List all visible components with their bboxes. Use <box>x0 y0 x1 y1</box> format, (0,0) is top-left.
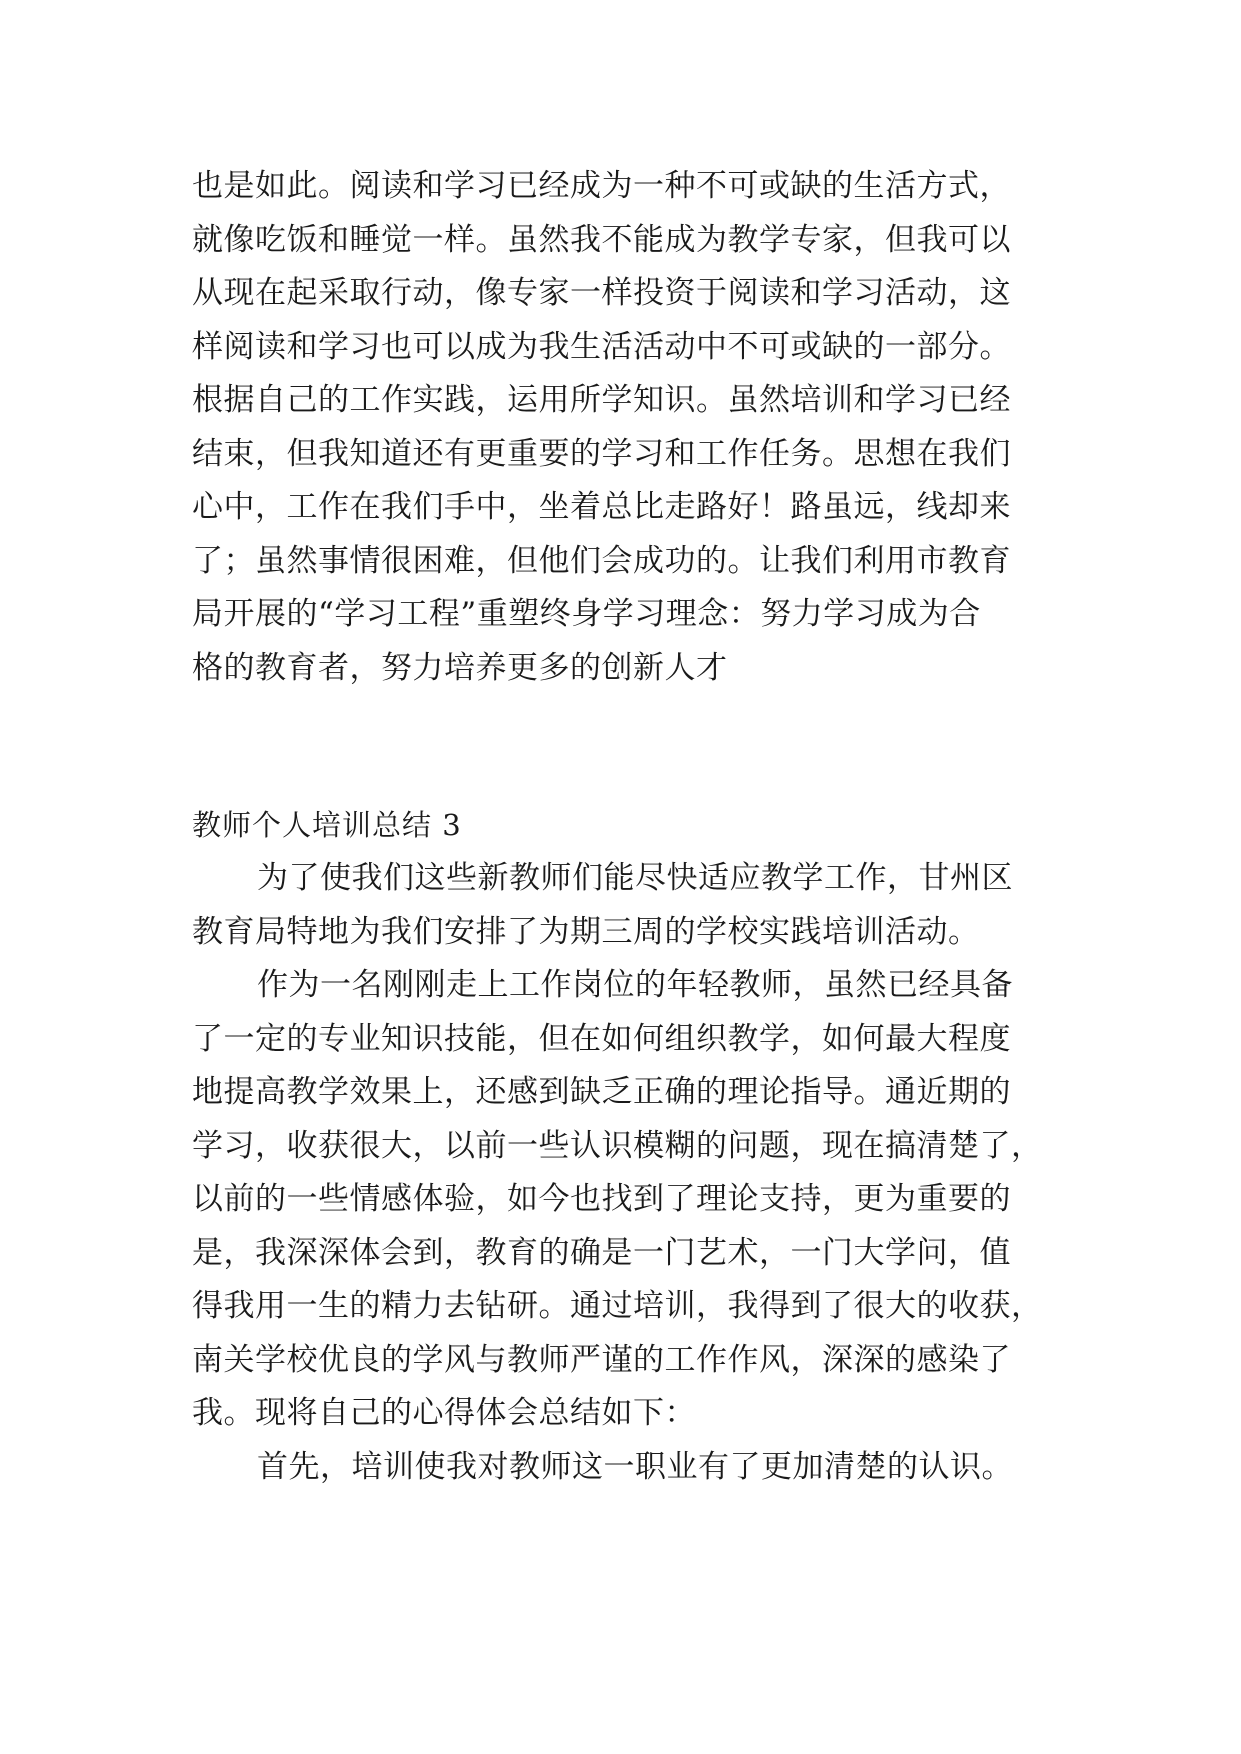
text-line: 结束，但我知道还有更重要的学习和工作任务。思想在我们 <box>192 435 1011 472</box>
paragraph-first-line: 为了使我们这些新教师们能尽快适应教学工作，甘州区 <box>257 860 1013 896</box>
text-line: 地提高教学效果上，还感到缺乏正确的理论指导。通近期的 <box>192 1074 1011 1110</box>
text-line: 以前的一些情感体验，如今也找到了理论支持，更为重要的 <box>192 1181 1011 1217</box>
text-line: 也是如此。阅读和学习已经成为一种不可或缺的生活方式， <box>192 168 1011 204</box>
paragraph-first-line: 首先，培训使我对教师这一职业有了更加清楚的认识。 <box>257 1448 1013 1485</box>
text-line: 教育局特地为我们安排了为期三周的学校实践培训活动。 <box>192 913 980 950</box>
continuation-paragraph <box>192 160 1072 695</box>
paragraph-first-line: 作为一名刚刚走上工作岗位的年轻教师，虽然已经具备 <box>257 967 1013 1003</box>
text-line: 就像吃饭和睡觉一样。虽然我不能成为教学专家，但我可以 <box>192 221 1011 258</box>
text-line: 局开展的“学习工程”重塑终身学习理念：努力学习成为合 <box>192 596 981 632</box>
section-title: 教师个人培训总结 3 <box>192 808 462 842</box>
text-line: 格的教育者，努力培养更多的创新人才 <box>192 649 728 686</box>
text-line: 心中，工作在我们手中，坐着总比走路好！路虽远，线却来 <box>192 489 1011 525</box>
text-line: 我。现将自己的心得体会总结如下： <box>192 1395 696 1431</box>
text-line: 了一定的专业知识技能，但在如何组织教学，如何最大程度 <box>192 1020 1011 1057</box>
text-line: 南关学校优良的学风与教师严谨的工作作风，深深的感染了 <box>192 1341 1011 1378</box>
text-line: 了；虽然事情很困难，但他们会成功的。让我们利用市教育 <box>192 542 1011 579</box>
section-body <box>192 852 1072 1494</box>
text-line: 从现在起采取行动，像专家一样投资于阅读和学习活动，这 <box>192 275 1011 311</box>
text-line: 样阅读和学习也可以成为我生活活动中不可或缺的一部分。 <box>192 328 1011 365</box>
text-line: 学习，收获很大，以前一些认识模糊的问题，现在搞清楚了， <box>192 1127 1043 1164</box>
text-line: 是，我深深体会到，教育的确是一门艺术，一门大学问，值 <box>192 1234 1011 1271</box>
text-line: 根据自己的工作实践，运用所学知识。虽然培训和学习已经 <box>192 382 1011 418</box>
text-line: 得我用一生的精力去钻研。通过培训，我得到了很大的收获， <box>192 1288 1043 1324</box>
